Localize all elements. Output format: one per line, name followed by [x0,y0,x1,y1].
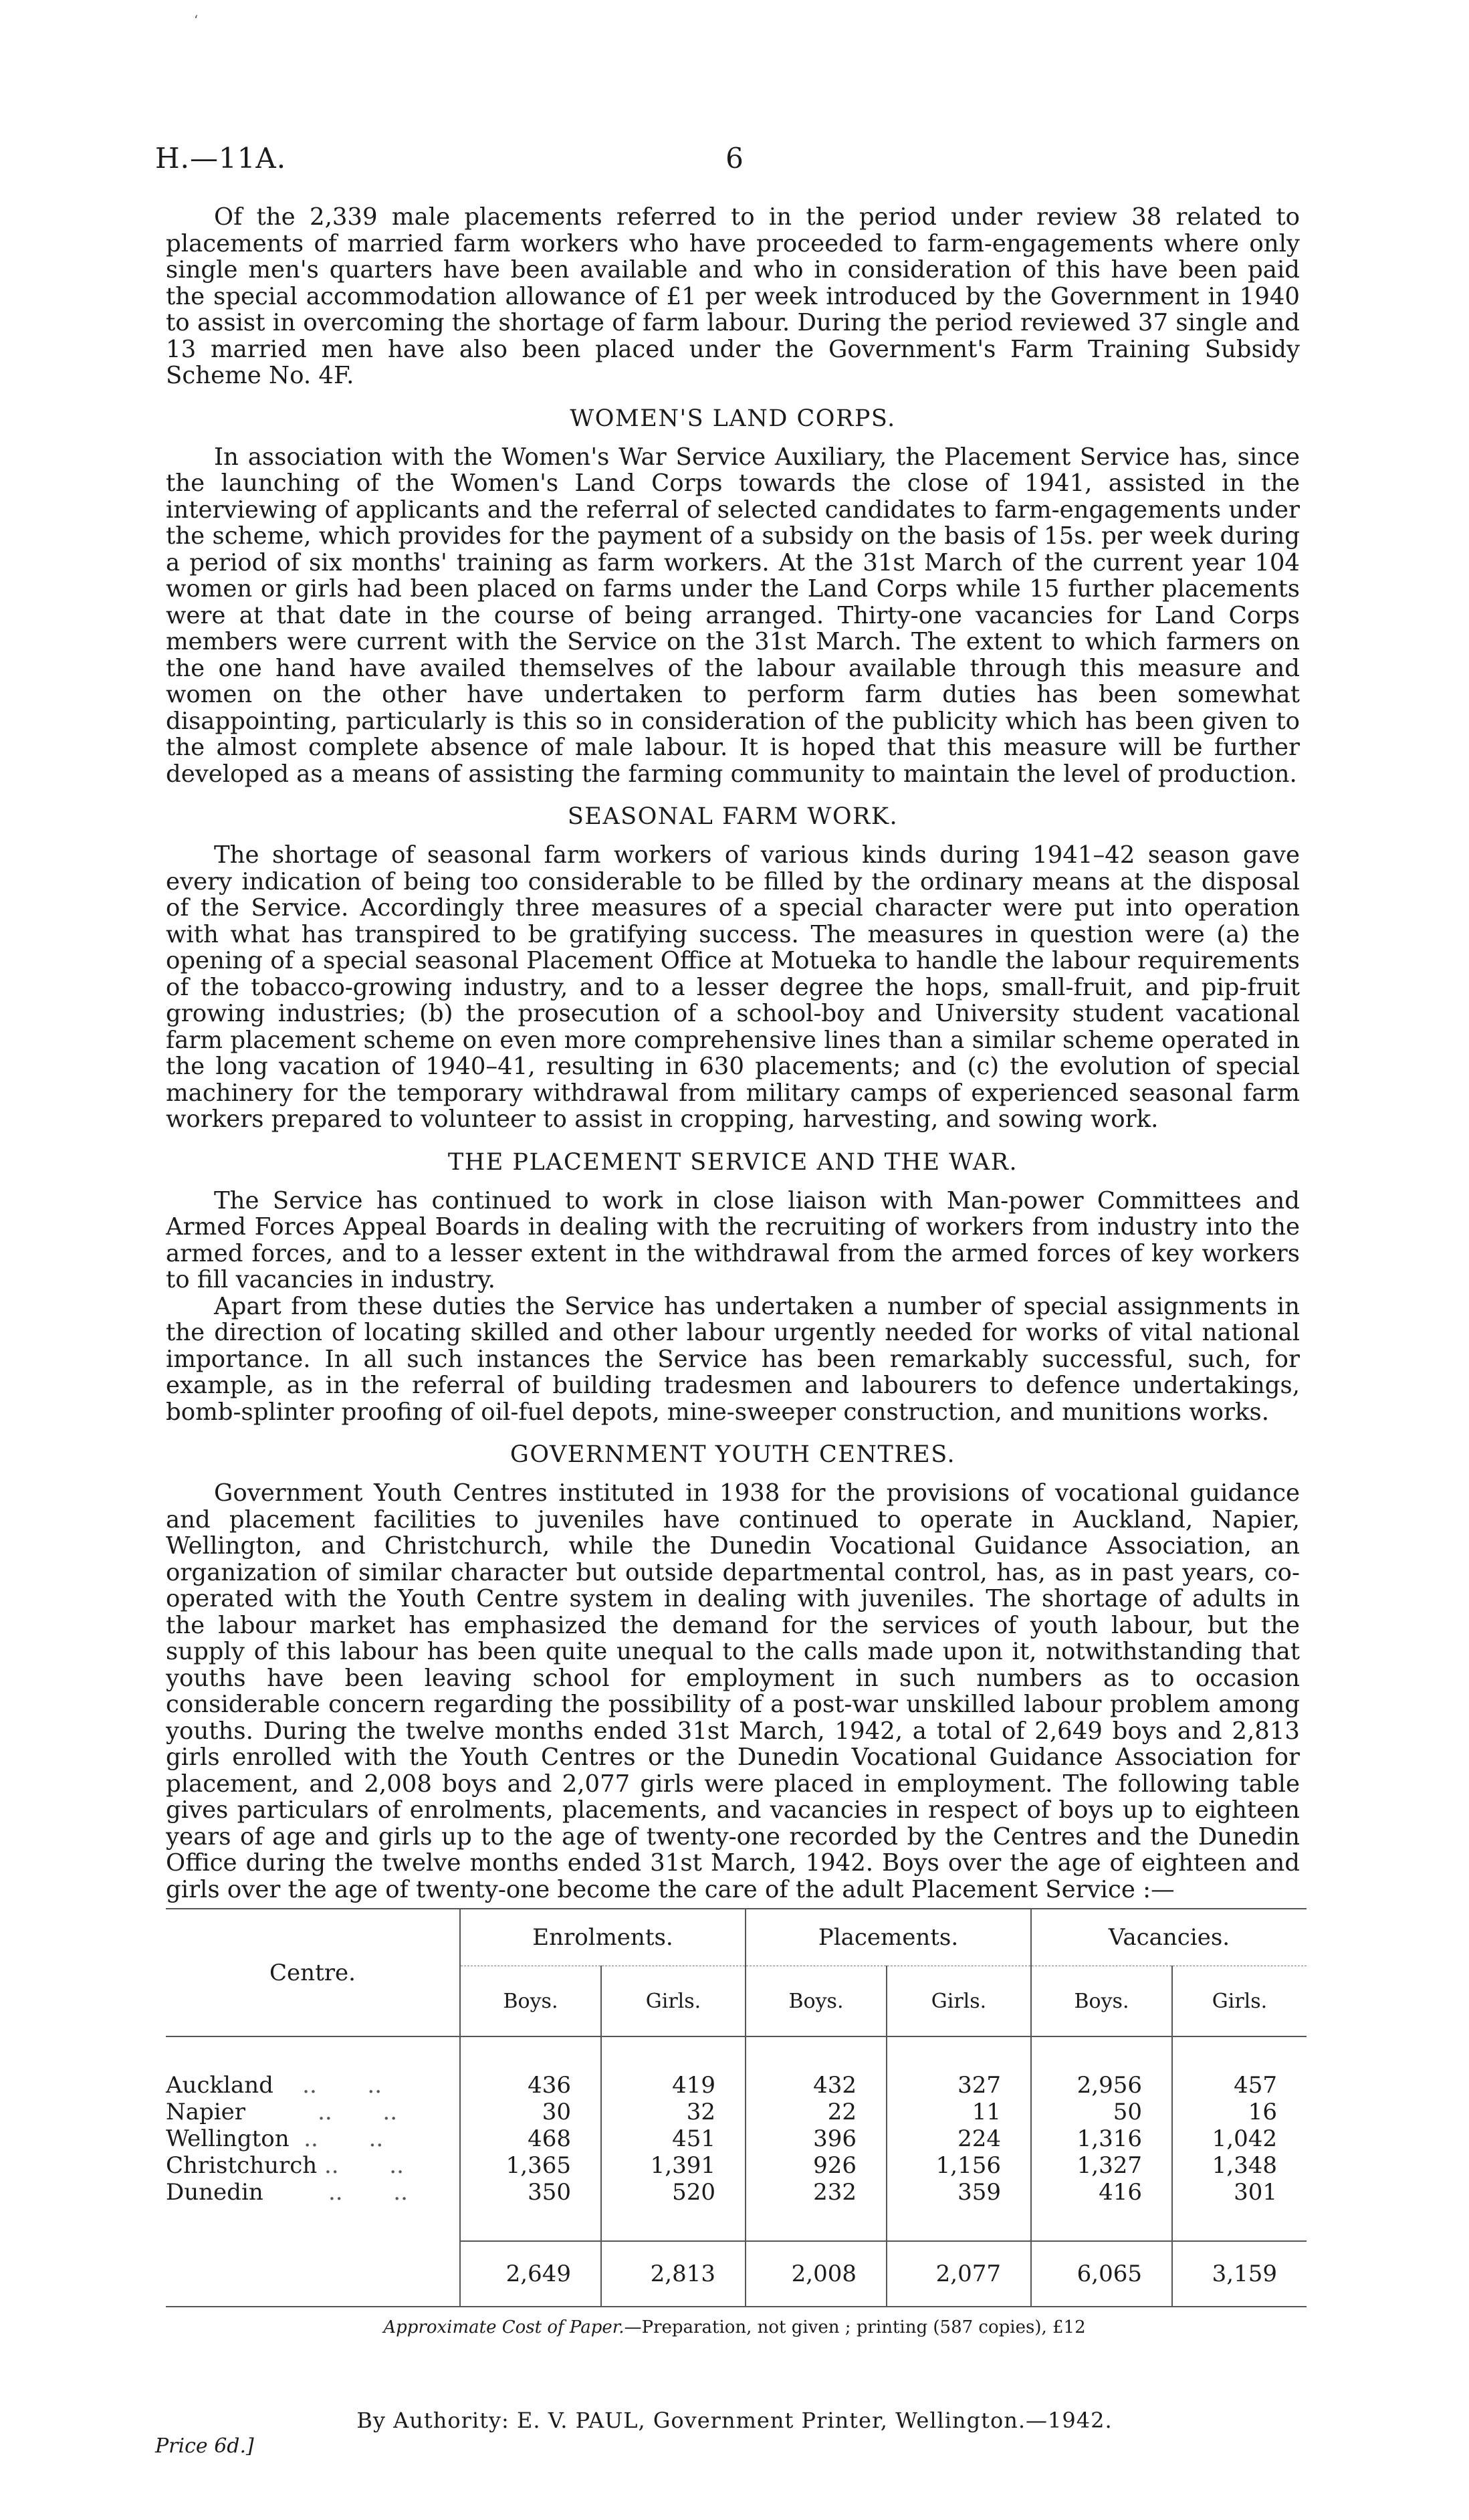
total-enrol-boys: 2,649 [460,2241,601,2307]
document-body [166,204,1300,2307]
cell-place-girls: 359 [887,2179,1031,2206]
paragraph-youth-centres: Government Youth Centres instituted in 1938 for the provisions of vocational guidance and placement facilities to juveniles have continued to operate in Auckland, Napier, Wellington, and Christchurch, while the Dunedin Vocational Guidance Association, an organization of similar character but outside departmental control, has, as in past years, co-operated with the Youth Centre system in dealing with juveniles. The shortage of adults in the labour market has emphasized the demand for the services of youth labour, but the supply of this labour has been quite unequal to the calls made upon it, notwithstanding that youths have been leaving school for employment in such numbers as to occasion considerable concern regarding the possibility of a post-war unskilled labour problem among youths. During the twelve months ended 31st March, 1942, a total of 2,649 boys and 2,813 girls enrolled with the Youth Centres or the Dunedin Vocational Guidance Association for placement, and 2,008 boys and 2,077 girls were placed in employment. The following table gives particulars of enrolments, placements, and vacancies in respect of boys up to eighteen years of age and girls up to the age of twenty-one recorded by the Centres and the Dunedin Office during the twelve months ended 31st March, 1942. Boys over the age of eighteen and girls over the age of twenty-one become the care of the adult Placement Service :— [166,1479,1300,1903]
scan-mark: ‘ [194,12,199,28]
cost-text: —Preparation, not given ; printing (587 copies), £12 [624,2317,1086,2337]
leader-dots: .. [328,2179,343,2206]
cell-place-girls: 327 [887,2072,1031,2099]
cell-enrol-girls: 520 [601,2179,746,2206]
cell-place-boys: 926 [746,2152,887,2179]
cell-enrol-boys: 436 [460,2072,601,2099]
cell-enrol-girls: 419 [601,2072,746,2099]
total-vac-boys: 6,065 [1031,2241,1172,2307]
table-subheader-enrolments-girls: Girls. [601,1966,746,2037]
total-vac-girls: 3,159 [1172,2241,1307,2307]
table-header-placements: Placements. [746,1909,1031,1966]
table-row [166,2152,1307,2179]
leader-dots: .. [368,2125,384,2152]
paragraph-farm-placements: Of the 2,339 male placements referred to in the period under review 38 related to placements of married farm workers who have proceeded to farm-engagements where only single men's quarters have been available and who in consideration of this have been paid the special accommodation allowance of £1 per week introduced by the Government in 1940 to assist in overcoming the shortage of farm labour. During the period reviewed 37 single and 13 married men have also been placed under the Government's Farm Training Subsidy Scheme No. 4F. [166,203,1300,389]
running-head [155,142,1314,182]
cell-vac-girls: 1,348 [1172,2152,1307,2179]
table-row [166,2179,1307,2206]
total-place-boys: 2,008 [746,2241,887,2307]
table-header-centre: Centre. [269,1959,356,1986]
table-row [166,2072,1307,2099]
centre-name-wellington: Wellington [166,2125,290,2152]
price: Price 6d.] [155,2434,254,2458]
cell-vac-girls: 457 [1172,2072,1307,2099]
leader-dots: .. [382,2099,398,2125]
cell-enrol-girls: 1,391 [601,2152,746,2179]
table-header-enrolments: Enrolments. [460,1909,746,1966]
cell-vac-boys: 416 [1031,2179,1172,2206]
leader-dots: .. [367,2072,382,2099]
cell-vac-girls: 301 [1172,2179,1307,2206]
cost-of-paper-note [0,2317,1469,2337]
paragraph-land-corps: In association with the Women's War Service Auxiliary, the Placement Service has, since the launching of the Women's Land Corps towards the close of 1941, assisted in the interviewing of applicants and the referral of selected candidates to farm-engagements under the scheme, which provides for the payment of a subsidy on the basis of 15s. per week during a period of six months' training as farm workers. At the 31st March of the current year 104 women or girls had been placed on farms under the Land Corps while 15 further placements were at that date in the course of being arranged. Thirty-one vacancies for Land Corps members were current with the Service on the 31st March. The extent to which farmers on the one hand have availed themselves of the labour available through this measure and women on the other have undertaken to perform farm duties has been somewhat disappointing, particularly is this so in consideration of the publicity which has been given to the almost complete absence of male labour. It is hoped that this measure will be further developed as a means of assisting the farming community to maintain the level of production. [166,443,1300,788]
cell-place-boys: 232 [746,2179,887,2206]
table-subheader-enrolments-boys: Boys. [460,1966,601,2037]
total-enrol-girls: 2,813 [601,2241,746,2307]
cell-place-boys: 432 [746,2072,887,2099]
printer-authority: By Authority: E. V. PAUL, Government Printer, Wellington.—1942. [356,2408,1113,2433]
paragraph-special-assignments: Apart from these duties the Service has undertaken a number of special assignments in the direction of locating skilled and other labour urgently needed for works of vital national importance. In all such instances the Service has been remarkably successful, such, for example, as in the referral of building tradesmen and labourers to defence undertakings, bomb-splinter proofing of oil-fuel depots, mine-sweeper construction, and munitions works. [166,1292,1300,1426]
cell-place-girls: 11 [887,2099,1031,2125]
leader-dots: .. [393,2179,408,2206]
cell-vac-boys: 1,327 [1031,2152,1172,2179]
cell-enrol-girls: 451 [601,2125,746,2152]
centre-name-christchurch: Christchurch [166,2152,318,2179]
cell-enrol-boys: 1,365 [460,2152,601,2179]
table-subheader-vacancies-boys: Boys. [1031,1966,1172,2037]
cell-place-girls: 224 [887,2125,1031,2152]
cell-place-boys: 396 [746,2125,887,2152]
cell-place-girls: 1,156 [887,2152,1031,2179]
heading-seasonal-farm-work: SEASONAL FARM WORK. [567,803,899,830]
cell-enrol-boys: 350 [460,2179,601,2206]
heading-government-youth-centres: GOVERNMENT YOUTH CENTRES. [510,1441,956,1468]
table-subheader-vacancies-girls: Girls. [1172,1966,1307,2037]
table-subheader-placements-boys: Boys. [746,1966,887,2037]
cell-place-boys: 22 [746,2099,887,2125]
cost-label: Approximate Cost of Paper. [383,2317,625,2337]
total-place-girls: 2,077 [887,2241,1031,2307]
paragraph-war-liaison: The Service has continued to work in close liaison with Man-power Committees and Armed Forces Appeal Boards in dealing with the recruiting of workers from industry into the armed forces, and to a lesser extent in the withdrawal from the armed forces of key workers to fill vacancies in industry. [166,1186,1300,1293]
cell-vac-boys: 50 [1031,2099,1172,2125]
cell-enrol-girls: 32 [601,2099,746,2125]
centre-name-napier: Napier [166,2099,246,2125]
paragraph-seasonal-farm-work: The shortage of seasonal farm workers of various kinds during 1941–42 season gave every indication of being too considerable to be filled by the ordinary means at the disposal of the Service. Accordingly three measures of a special character were put into operation with what has transpired to be gratifying success. The measures in question were (a) the opening of a special seasonal Placement Office at Motueka to handle the labour requirements of the tobacco-growing industry, and to a lesser degree the hops, small-fruit, and pip-fruit growing industries; (b) the prosecution of a school-boy and University student vacational farm placement scheme on even more comprehensive lines than a similar scheme operated in the long vacation of 1940–41, resulting in 630 placements; and (c) the evolution of special machinery for the temporary withdrawal from military camps of experienced seasonal farm workers prepared to volunteer to assist in cropping, harvesting, and sowing work. [166,841,1300,1133]
heading-placement-service-war: THE PLACEMENT SERVICE AND THE WAR. [447,1148,1018,1176]
youth-centres-table [166,1908,1307,2307]
leader-dots: .. [302,2072,317,2099]
table-row [166,2125,1307,2152]
cell-vac-girls: 1,042 [1172,2125,1307,2152]
table-header-vacancies: Vacancies. [1031,1909,1307,1966]
page-number: 6 [725,142,744,175]
cell-enrol-boys: 30 [460,2099,601,2125]
centre-name-dunedin: Dunedin [166,2179,263,2206]
table-totals-row [166,2241,1307,2307]
cell-vac-boys: 1,316 [1031,2125,1172,2152]
cell-vac-boys: 2,956 [1031,2072,1172,2099]
table-subheader-placements-girls: Girls. [887,1966,1031,2037]
leader-dots: .. [318,2099,332,2125]
cell-enrol-boys: 468 [460,2125,601,2152]
table-row [166,2099,1307,2125]
leader-dots: .. [324,2152,339,2179]
heading-womens-land-corps: WOMEN'S LAND CORPS. [570,405,896,432]
leader-dots: .. [389,2152,404,2179]
leader-dots: .. [304,2125,318,2152]
cell-vac-girls: 16 [1172,2099,1307,2125]
centre-name-auckland: Auckland [166,2072,273,2099]
document-reference: H.—11A. [155,142,287,175]
